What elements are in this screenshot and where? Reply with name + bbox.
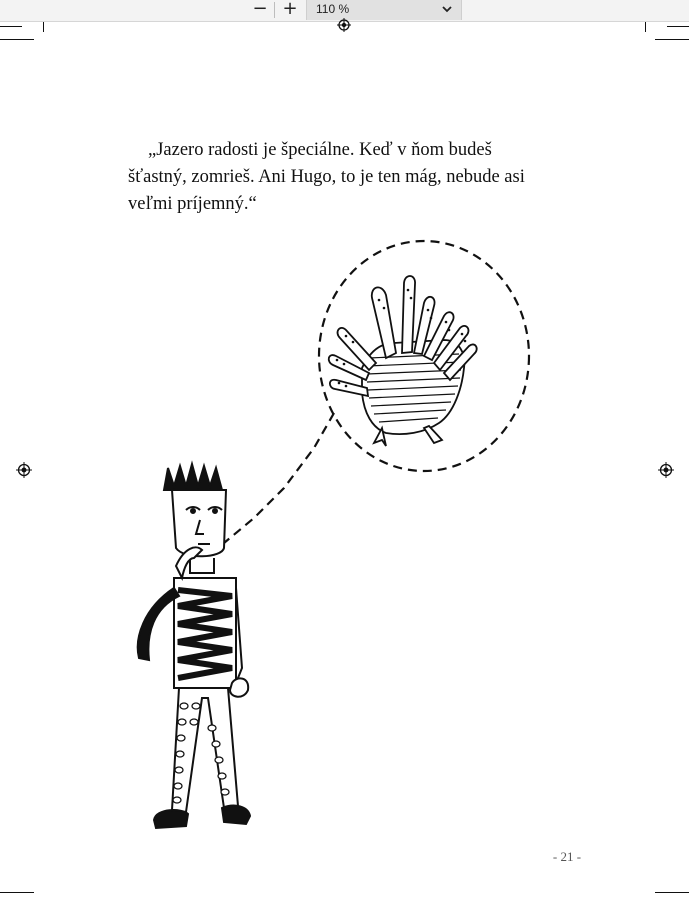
toolbar-separator: [274, 2, 275, 18]
page-number: - 21 -: [552, 849, 582, 864]
crop-mark: [0, 892, 34, 893]
zoom-level-value: 110 %: [316, 2, 350, 16]
zoom-out-button[interactable]: −: [252, 0, 268, 19]
registration-mark-icon: [16, 462, 32, 478]
registration-mark-icon: [658, 462, 674, 478]
crop-mark: [667, 26, 689, 27]
person-drawing: [138, 464, 250, 828]
zoom-in-button[interactable]: +: [282, 0, 298, 19]
chevron-down-icon: [441, 3, 453, 15]
crop-mark: [0, 39, 34, 40]
children-drawing: [124, 228, 554, 840]
crop-mark: [0, 26, 22, 27]
crop-mark: [655, 892, 689, 893]
body-paragraph: [128, 137, 548, 218]
crop-mark: [655, 39, 689, 40]
crop-mark: [43, 22, 44, 32]
crop-mark: [645, 22, 646, 32]
registration-mark-icon: [337, 18, 351, 32]
zoom-level-select[interactable]: [306, 0, 462, 20]
paragraph-text: „Jazero radosti je špeciálne. Keď v ňom budeš šťastný, zomrieš. Ani Hugo, to je ten mág, nebude asi veľmi príjemný.“: [128, 140, 525, 214]
hand-creature-drawing: [329, 276, 477, 446]
